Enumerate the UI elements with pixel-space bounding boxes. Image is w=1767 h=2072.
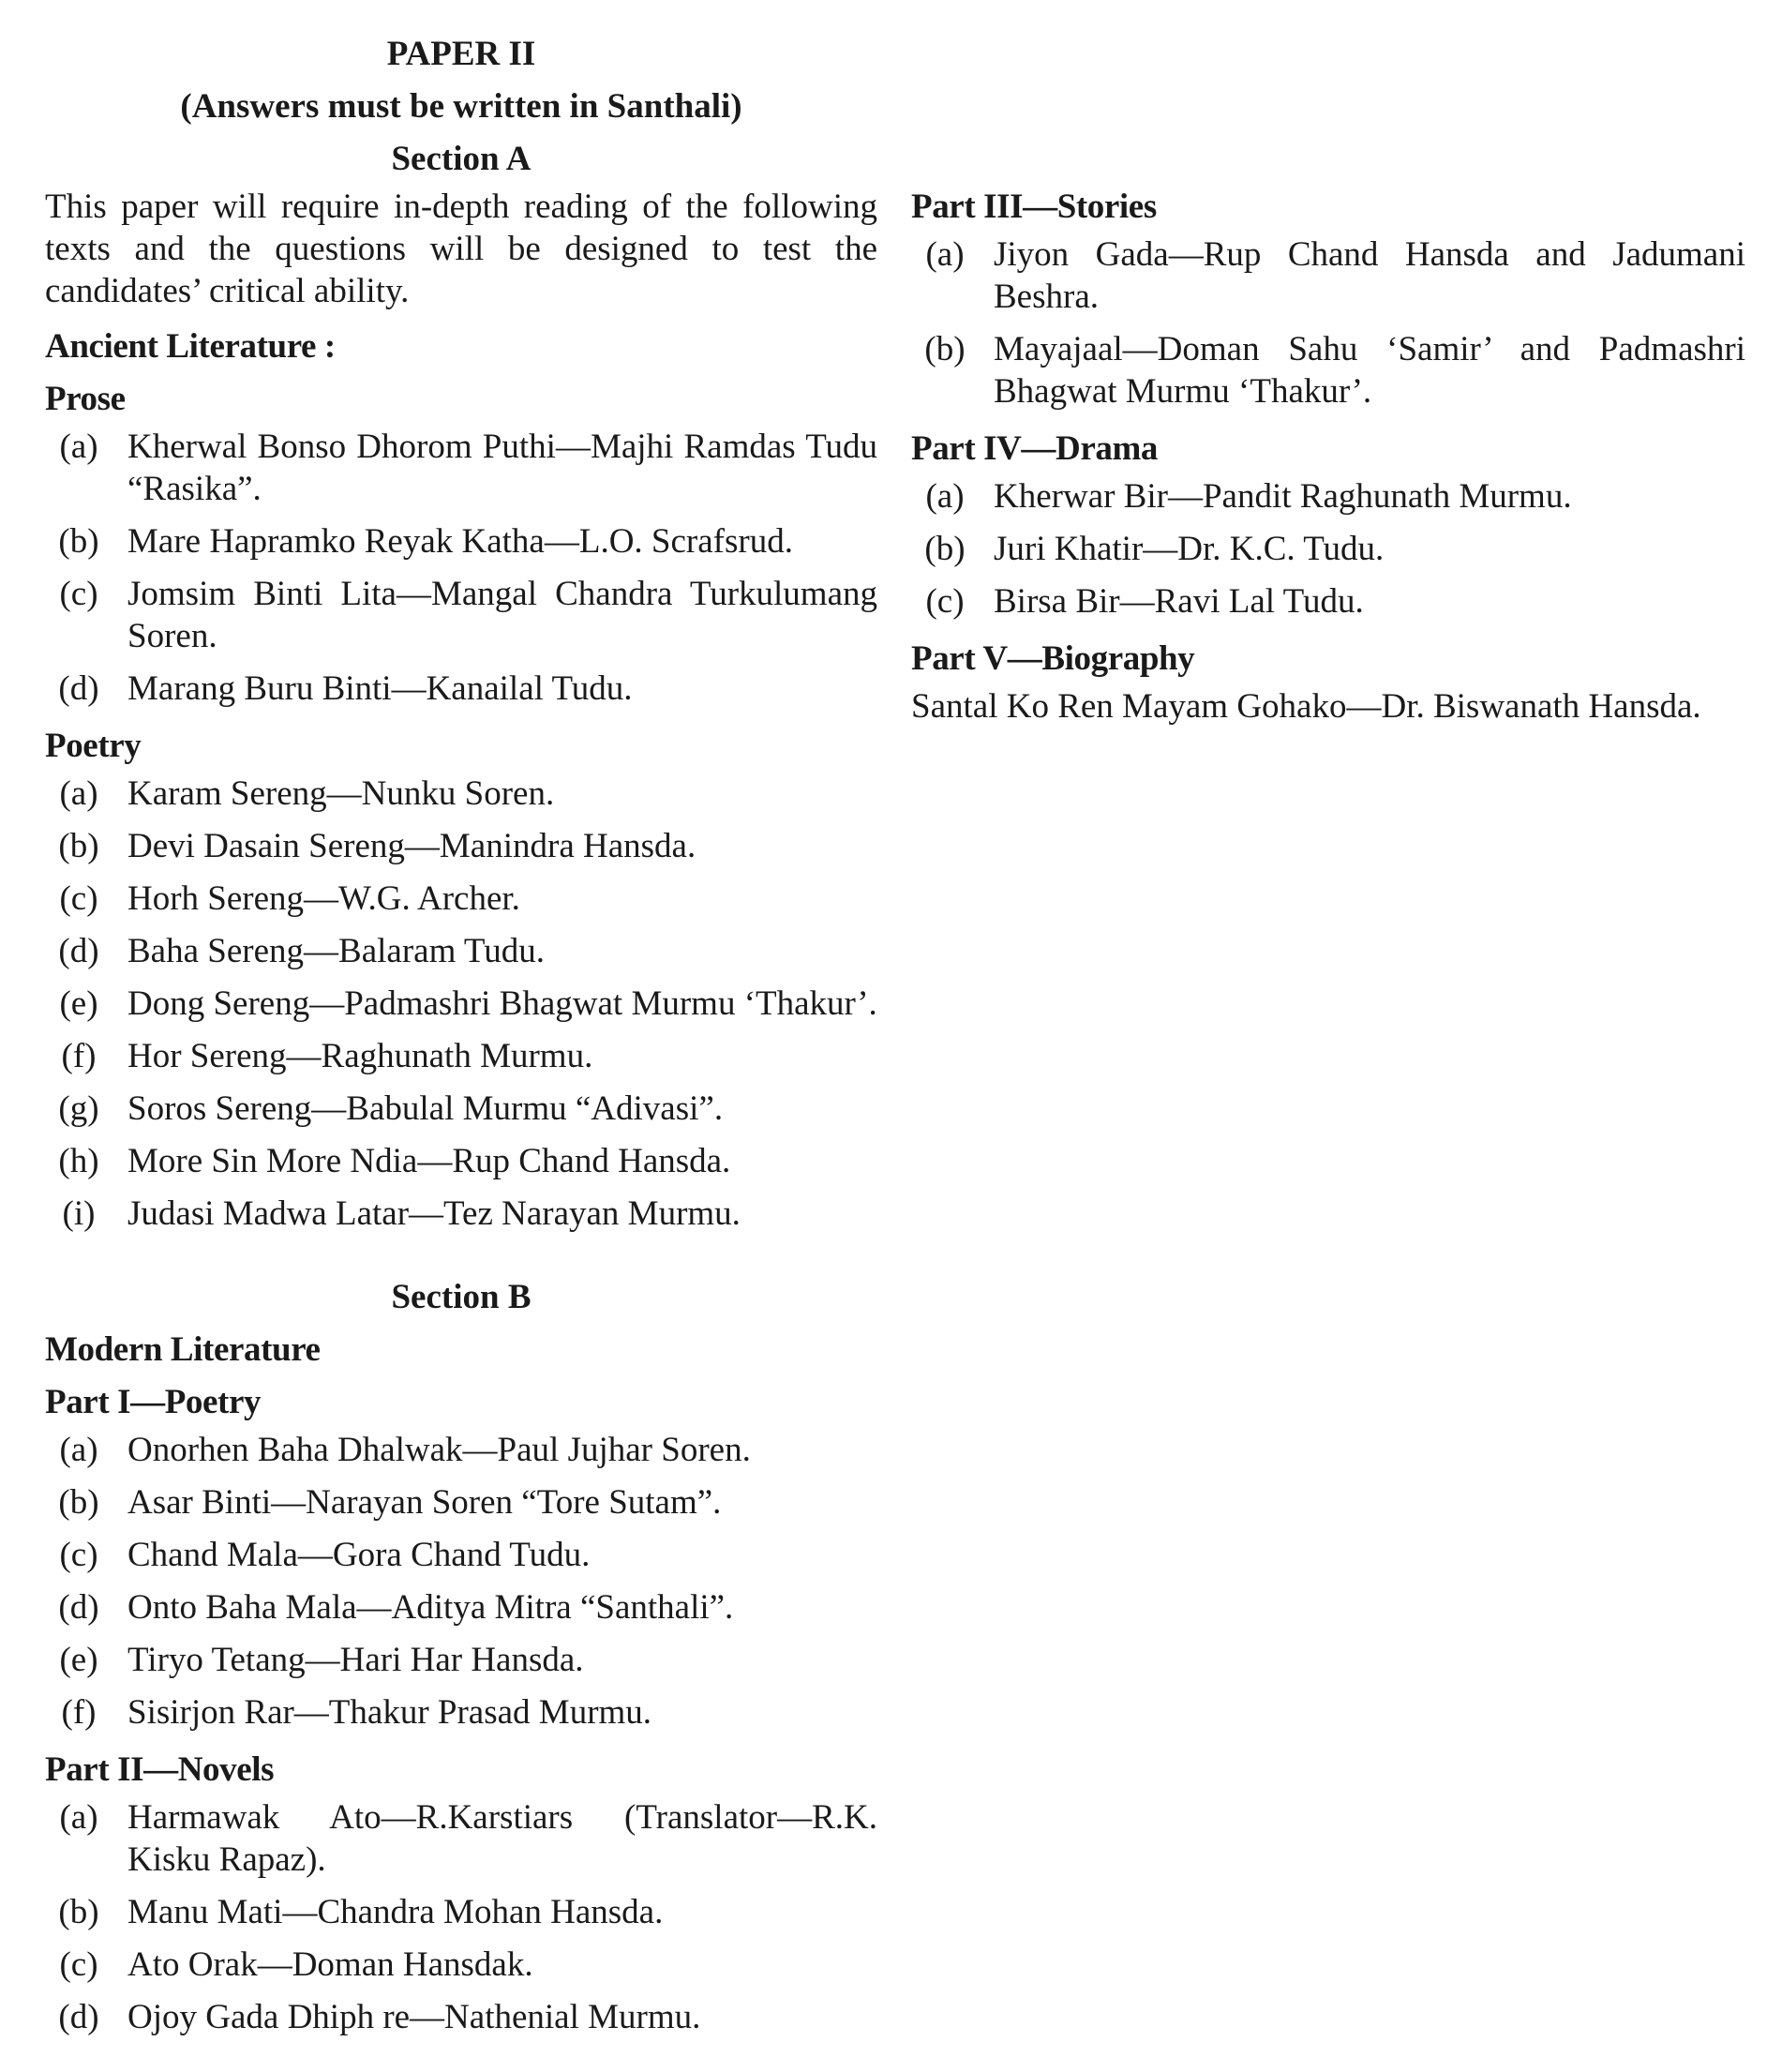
item-label: (a)	[59, 1431, 98, 1469]
item-text: Mayajaal—Doman Sahu ‘Samir’ and Padmashri Bhagwat Murmu ‘Thakur’.	[994, 330, 1745, 411]
list-item	[45, 773, 877, 815]
list-item	[45, 1691, 877, 1734]
list-item	[45, 1639, 877, 1681]
item-label: (b)	[58, 522, 99, 561]
right-column	[911, 0, 1745, 728]
item-label: (b)	[58, 827, 99, 865]
list-item	[45, 930, 877, 972]
list-item	[45, 1035, 877, 1077]
item-label: (i)	[62, 1194, 96, 1233]
item-text: Ojoy Gada Dhiph re—Nathenial Murmu.	[127, 1998, 701, 2036]
item-text: Horh Sereng—W.G. Archer.	[127, 879, 520, 918]
list-item	[45, 1996, 877, 2038]
item-label: (f)	[61, 1037, 97, 1075]
item-text: Harmawak Ato—R.Karstiars (Translator—R.K. Kisku Rapaz).	[127, 1798, 877, 1879]
left-column	[45, 0, 877, 2049]
item-text: Tiryo Tetang—Hari Har Hansda.	[127, 1641, 584, 1679]
list-item	[45, 1429, 877, 1471]
list-item	[911, 580, 1745, 623]
part2-list	[45, 1796, 877, 2038]
item-text: Kherwal Bonso Dhorom Puthi—Majhi Ramdas Tudu “Rasika”.	[127, 428, 877, 508]
poetry-list	[45, 773, 877, 1235]
section-spacer	[45, 1245, 877, 1271]
list-item	[45, 1586, 877, 1629]
part3-list	[911, 233, 1745, 413]
part1-list	[45, 1429, 877, 1734]
item-label: (b)	[58, 1483, 99, 1522]
item-text: Judasi Madwa Latar—Tez Narayan Murmu.	[127, 1194, 741, 1233]
list-item	[45, 1193, 877, 1235]
item-label: (e)	[59, 984, 98, 1023]
item-label: (d)	[58, 1588, 99, 1627]
part2-heading: Part II—Novels	[45, 1750, 275, 1789]
part4-heading: Part IV—Drama	[911, 429, 1158, 468]
item-label: (h)	[58, 1142, 99, 1180]
item-text: Chand Mala—Gora Chand Tudu.	[127, 1536, 591, 1574]
item-text: Baha Sereng—Balaram Tudu.	[127, 932, 545, 970]
biography-text: Santal Ko Ren Mayam Gohako—Dr. Biswanath Hansda.	[911, 687, 1701, 726]
item-label: (b)	[924, 330, 966, 368]
list-item	[911, 475, 1745, 518]
item-text: Hor Sereng—Raghunath Murmu.	[127, 1037, 593, 1075]
item-text: Soros Sereng—Babulal Murmu “Adivasi”.	[127, 1089, 724, 1128]
part4-list	[911, 475, 1745, 623]
item-label: (c)	[59, 1536, 98, 1574]
item-label: (e)	[59, 1641, 98, 1679]
part3-heading: Part III—Stories	[911, 188, 1157, 226]
list-item	[45, 878, 877, 920]
list-item	[45, 1534, 877, 1576]
item-text: Onorhen Baha Dhalwak—Paul Jujhar Soren.	[127, 1431, 751, 1469]
item-text: Juri Khatir—Dr. K.C. Tudu.	[994, 530, 1385, 568]
section-b-heading: Section B	[391, 1278, 532, 1316]
item-text: Kherwar Bir—Pandit Raghunath Murmu.	[994, 477, 1572, 516]
list-item	[45, 983, 877, 1025]
item-text: Jiyon Gada—Rup Chand Hansda and Jadumani Beshra.	[994, 235, 1745, 316]
list-item	[45, 573, 877, 657]
item-text: More Sin More Ndia—Rup Chand Hansda.	[127, 1142, 731, 1180]
list-item	[45, 668, 877, 710]
list-item	[45, 520, 877, 563]
part1-heading: Part I—Poetry	[45, 1383, 262, 1421]
list-item	[45, 1796, 877, 1881]
list-item	[911, 328, 1745, 413]
list-item	[45, 1944, 877, 1986]
item-text: Sisirjon Rar—Thakur Prasad Murmu.	[127, 1693, 652, 1732]
item-label: (d)	[58, 669, 99, 708]
item-label: (d)	[58, 932, 99, 970]
list-item	[45, 426, 877, 510]
item-text: Jomsim Binti Lita—Mangal Chandra Turkulumang Soren.	[127, 575, 877, 655]
item-text: Marang Buru Binti—Kanailal Tudu.	[127, 669, 633, 708]
item-text: Karam Sereng—Nunku Soren.	[127, 774, 555, 813]
list-item	[45, 1481, 877, 1524]
item-label: (b)	[924, 530, 966, 568]
item-label: (c)	[59, 879, 98, 918]
list-item	[45, 1088, 877, 1130]
list-item	[45, 825, 877, 867]
list-item	[45, 1891, 877, 1933]
prose-heading: Prose	[45, 380, 126, 418]
item-label: (f)	[61, 1693, 97, 1732]
item-label: (a)	[59, 1798, 98, 1837]
intro-paragraph: This paper will require in-depth reading of the following texts and the questions will be designed to test the candidates’ critical ability.	[45, 188, 877, 310]
item-text: Devi Dasain Sereng—Manindra Hansda.	[127, 827, 696, 865]
item-label: (a)	[59, 428, 98, 466]
item-text: Ato Orak—Doman Hansdak.	[127, 1945, 533, 1984]
item-text: Mare Hapramko Reyak Katha—L.O. Scrafsrud.	[127, 522, 793, 561]
item-text: Onto Baha Mala—Aditya Mitra “Santhali”.	[127, 1588, 734, 1627]
item-label: (a)	[925, 477, 965, 516]
list-item	[911, 233, 1745, 318]
item-label: (g)	[58, 1089, 99, 1128]
item-label: (d)	[58, 1998, 99, 2036]
part5-heading: Part V—Biography	[911, 639, 1195, 678]
ancient-literature-heading: Ancient Literature :	[45, 327, 336, 366]
item-text: Manu Mati—Chandra Mohan Hansda.	[127, 1893, 664, 1931]
item-label: (a)	[925, 235, 965, 274]
paper-title: PAPER II	[386, 35, 536, 73]
item-label: (c)	[925, 582, 965, 621]
item-text: Asar Binti—Narayan Soren “Tore Sutam”.	[127, 1483, 722, 1522]
section-a-heading: Section A	[391, 140, 532, 178]
prose-list	[45, 426, 877, 710]
item-label: (a)	[59, 774, 98, 813]
item-label: (b)	[58, 1893, 99, 1931]
poetry-heading: Poetry	[45, 727, 142, 765]
item-label: (c)	[59, 1945, 98, 1984]
modern-literature-heading: Modern Literature	[45, 1330, 321, 1369]
list-item	[45, 1140, 877, 1182]
item-text: Dong Sereng—Padmashri Bhagwat Murmu ‘Thakur’.	[127, 984, 877, 1023]
item-label: (c)	[59, 575, 98, 613]
item-text: Birsa Bir—Ravi Lal Tudu.	[994, 582, 1364, 621]
list-item	[911, 528, 1745, 570]
paper-subtitle: (Answers must be written in Santhali)	[180, 87, 742, 126]
